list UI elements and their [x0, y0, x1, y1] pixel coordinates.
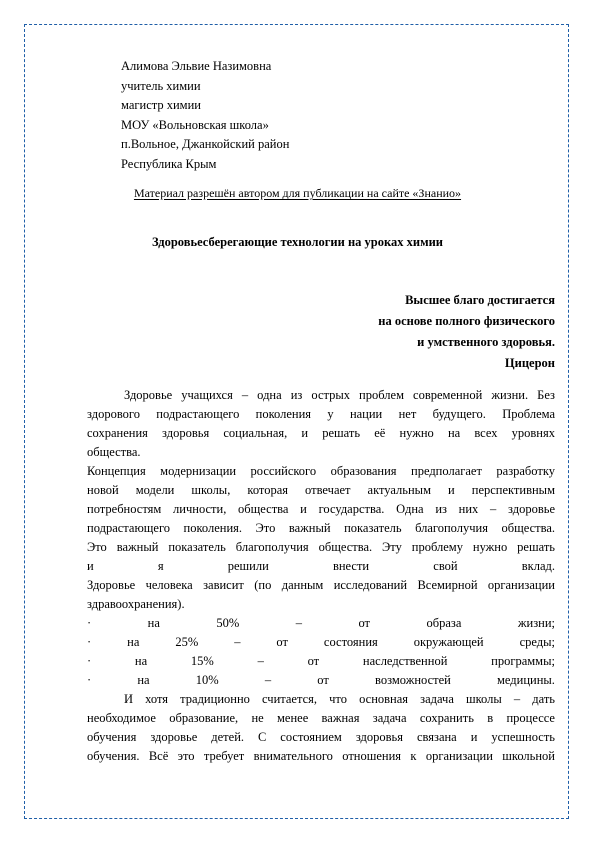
bullet-word: программы;: [491, 654, 555, 668]
author-position: учитель химии: [121, 78, 201, 93]
bullet-word: состояния: [323, 635, 378, 649]
text-line: новой модели школы, которая отвечает актуальным и перспективным: [87, 483, 555, 497]
bullet-word: –: [264, 673, 272, 687]
bullet-word: на: [137, 673, 150, 687]
bullet-word: ·: [87, 616, 92, 630]
bullet-item: [87, 671, 555, 690]
bullet-word: наследственной: [362, 654, 448, 668]
text-line: здравоохранения).: [87, 597, 185, 611]
text-line: потребностям личности, общества и государства. Одна из них – здоровье: [87, 502, 555, 516]
epigraph-line: на основе полного физического: [378, 314, 555, 328]
bullet-word: ·: [87, 654, 92, 668]
epigraph: [378, 290, 555, 374]
bullet-word: 25%: [175, 635, 199, 649]
bullet-word: от: [317, 673, 329, 687]
page-title: Здоровьесберегающие технологии на уроках химии: [151, 235, 444, 249]
epigraph-line: и умственного здоровья.: [417, 335, 555, 349]
bullet-word: 10%: [195, 673, 219, 687]
text-line: необходимое образование, не менее важная задача сохранить в процессе: [87, 711, 555, 725]
text-line: обучения здоровье детей. С состоянием здоровья связана и успешность: [87, 730, 555, 744]
bullet-word: среды;: [519, 635, 555, 649]
bullet-word: на: [147, 616, 160, 630]
article-body: [87, 386, 555, 766]
bullet-word: жизни;: [517, 616, 555, 630]
bullet-word: образа: [426, 616, 462, 630]
text-line: сохранения здоровья социальная, и решать её нужно на всех уровнях: [87, 426, 555, 440]
bullet-word: –: [295, 616, 302, 630]
author-location: п.Вольное, Джанкойский район: [121, 137, 290, 151]
text-line: и я решили внести свой вклад.: [87, 559, 555, 573]
text-line: И хотя традиционно считается, что основная задача школы – дать: [124, 692, 555, 706]
text-line: Здоровье учащихся – одна из острых проблем современной жизни. Без: [124, 388, 555, 402]
author-school: МОУ «Вольновская школа»: [121, 117, 269, 132]
text-line: общества.: [87, 445, 141, 459]
bullet-word: –: [234, 635, 241, 649]
bullet-word: от: [307, 654, 320, 668]
author-name: Алимова Эльвие Назимовна: [121, 59, 272, 73]
bullet-word: на: [134, 654, 148, 668]
bullet-item: [87, 633, 555, 652]
bullet-word: ·: [87, 673, 92, 687]
bullet-word: –: [257, 654, 264, 668]
bullet-word: возможностей: [375, 673, 451, 687]
bullet-word: от: [358, 616, 371, 630]
author-degree: магистр химии: [121, 98, 201, 112]
text-line: Это важный показатель благополучия общества. Эту проблему нужно решать: [87, 540, 555, 554]
text-line: обучения. Всё это требует внимательного отношения к организации школьной: [87, 749, 555, 763]
author-region: Республика Крым: [121, 156, 217, 171]
bullet-word: от: [276, 635, 288, 649]
bullet-word: медицины.: [497, 673, 555, 687]
bullet-word: 15%: [190, 654, 214, 668]
text-line: здорового подрастающего поколения у нации нет будущего. Проблема: [87, 407, 555, 421]
bullet-word: ·: [87, 635, 92, 649]
epigraph-line: Высшее благо достигается: [405, 293, 555, 307]
bullet-item: [87, 652, 555, 671]
bullet-word: окружающей: [413, 635, 484, 649]
epigraph-author: Цицерон: [504, 356, 555, 370]
text-line: подрастающего поколения. Это важный показатель благополучия общества.: [87, 521, 555, 535]
bullet-word: 50%: [216, 616, 240, 630]
text-line: Здоровье человека зависит (по данным исследований Всемирной организации: [87, 578, 555, 592]
author-block: [121, 57, 289, 174]
bullet-word: на: [127, 635, 140, 649]
permission-note: Материал разрешён автором для публикации на сайте «Знанио»: [133, 186, 462, 200]
text-line: Концепция модернизации российского образования предполагает разработку: [87, 464, 555, 478]
bullet-item: [87, 614, 555, 633]
